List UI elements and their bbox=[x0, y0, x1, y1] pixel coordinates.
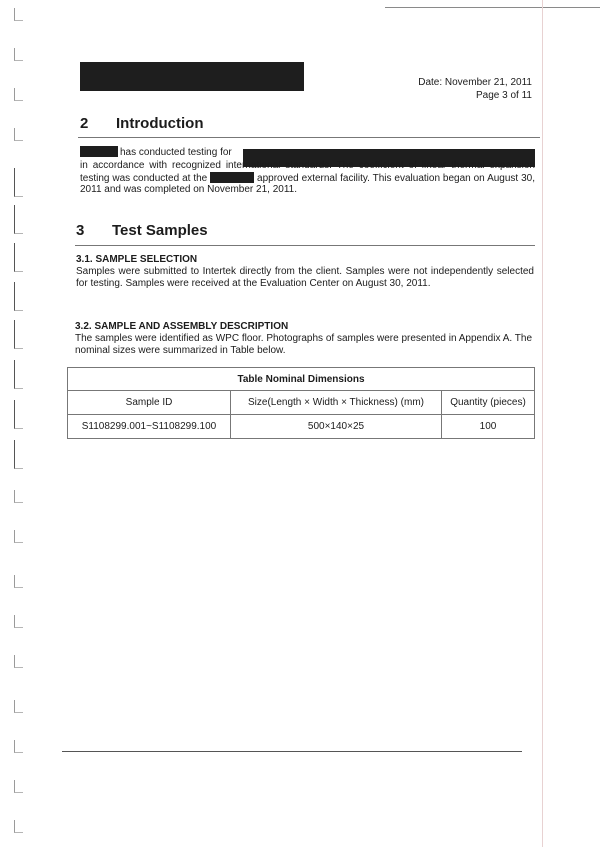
redacted-logo bbox=[80, 62, 304, 91]
section-rule bbox=[75, 245, 535, 246]
intro-text-part2: in accordance with recognized international standards. The coefficient of linear thermal expansion testing was conducted at the bbox=[80, 160, 535, 184]
intro-text-part3: approved external facility. This evaluation began on August 30, 2011 and was completed on November 21, 2011. bbox=[80, 172, 536, 195]
table-cell-quantity: 100 bbox=[442, 415, 535, 439]
redacted-company-name bbox=[80, 146, 118, 157]
nominal-dimensions-table bbox=[67, 367, 535, 439]
section-heading-test-samples bbox=[76, 222, 208, 239]
table-cell-size: 500×140×25 bbox=[231, 415, 442, 439]
top-rule bbox=[385, 7, 600, 8]
report-date: Date: November 21, 2011 bbox=[418, 77, 532, 88]
section-number: 3 bbox=[76, 222, 85, 239]
section-rule bbox=[78, 137, 540, 138]
sample-selection-paragraph: Samples were submitted to Intertek directly from the client. Samples were not independently selected for testing. Samples were received at the Evaluation Center on August 30, 2011. bbox=[76, 266, 534, 289]
page-edge bbox=[542, 0, 543, 847]
intro-text-part1: has conducted testing for bbox=[120, 147, 232, 158]
binding-margin-marks bbox=[6, 0, 26, 847]
table-row bbox=[68, 415, 535, 439]
sample-description-paragraph: The samples were identified as WPC floor. Photographs of samples were presented in Appendix A. The nominal sizes were summarized in Table below. bbox=[75, 333, 532, 356]
intro-line-1 bbox=[120, 147, 250, 159]
section-heading-introduction bbox=[80, 115, 203, 132]
table-cell-sample-id: S1108299.001~S1108299.100 bbox=[68, 415, 231, 439]
section-title: Test Samples bbox=[112, 222, 208, 239]
table-header-quantity: Quantity (pieces) bbox=[442, 391, 535, 415]
section-number: 2 bbox=[80, 115, 89, 132]
section-title: Introduction bbox=[116, 115, 204, 132]
table-caption: Table Nominal Dimensions bbox=[68, 368, 535, 391]
page-number: Page 3 of 11 bbox=[476, 90, 532, 101]
table-header-size: Size(Length × Width × Thickness) (mm) bbox=[231, 391, 442, 415]
subsection-heading-sample-selection: 3.1. SAMPLE SELECTION bbox=[76, 254, 198, 265]
subsection-heading-sample-description: 3.2. SAMPLE AND ASSEMBLY DESCRIPTION bbox=[75, 321, 289, 332]
report-header bbox=[418, 76, 532, 102]
intro-paragraph bbox=[80, 160, 535, 196]
table-header-sample-id: Sample ID bbox=[68, 391, 231, 415]
footer-rule bbox=[62, 751, 522, 752]
redacted-facility-name bbox=[210, 172, 254, 183]
